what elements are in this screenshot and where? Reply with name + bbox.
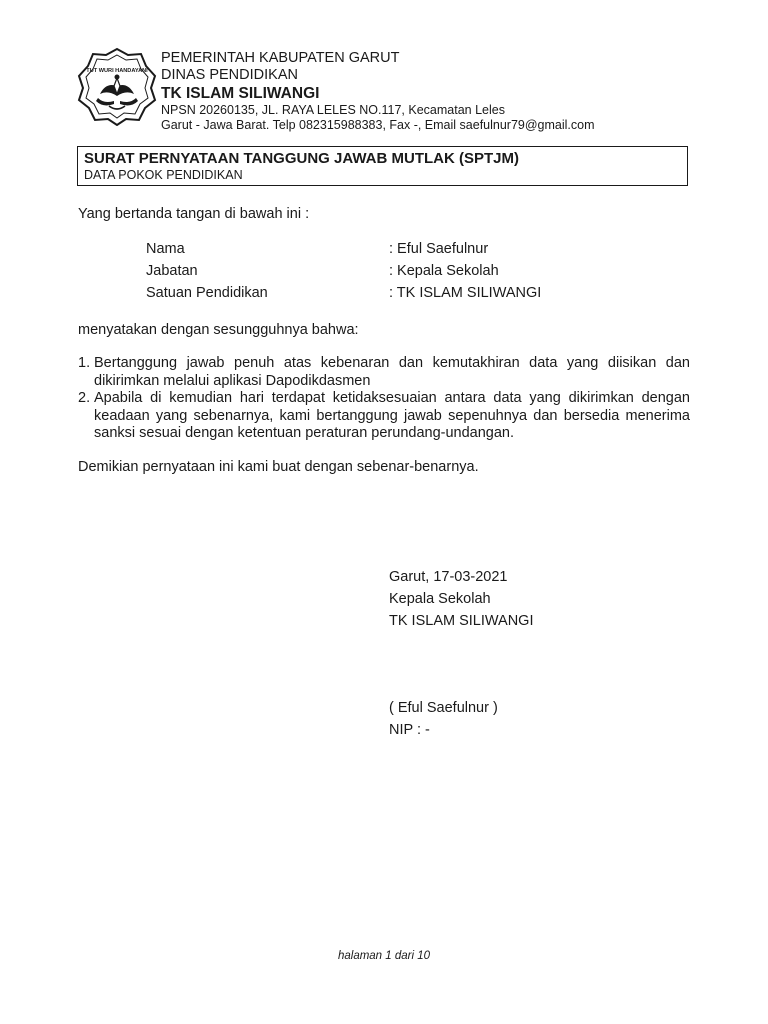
signature-school: TK ISLAM SILIWANGI [389,613,534,629]
identity-value: : Eful Saefulnur [389,241,489,257]
letterhead-school-name: TK ISLAM SILIWANGI [161,85,320,102]
identity-row-name [146,241,626,261]
statement-text: menyatakan dengan sesungguhnya bahwa: [78,322,359,338]
list-item-number: 2. [78,390,91,407]
letterhead-address-line2: Garut - Jawa Barat. Telp 082315988383, Fax -, Email saefulnur79@gmail.com [161,118,595,132]
identity-value: : Kepala Sekolah [389,263,499,279]
document-title: SURAT PERNYATAAN TANGGUNG JAWAB MUTLAK (SPTJM) [84,150,519,167]
signature-place-date: Garut, 17-03-2021 [389,569,508,585]
signature-position: Kepala Sekolah [389,591,491,607]
tut-wuri-handayani-logo [76,46,158,126]
list-item-text: Apabila di kemudian hari terdapat ketidaksesuaian antara data yang dikirimkan dengan keadaan yang sebenarnya, kami bertanggung jawab sepenuhnya dan bersedia menerima sanksi sesuai dengan ketentuan peraturan perundang-undangan. [94,390,690,442]
list-item [78,390,690,443]
identity-row-position [146,263,626,283]
signatory-nip: NIP : - [389,722,430,738]
document-subtitle: DATA POKOK PENDIDIKAN [84,168,243,182]
identity-label: Jabatan [146,263,198,279]
list-item-number: 1. [78,355,91,371]
letterhead-department: DINAS PENDIDIKAN [161,67,298,83]
list-item [78,355,690,390]
page-number: halaman 1 dari 10 [337,950,431,962]
identity-row-unit [146,285,626,305]
closing-text: Demikian pernyataan ini kami buat dengan sebenar-benarnya. [78,459,479,475]
svg-text:TUT WURI HANDAYANI: TUT WURI HANDAYANI [86,68,148,74]
identity-label: Satuan Pendidikan [146,285,268,301]
letterhead-government: PEMERINTAH KABUPATEN GARUT [161,50,400,66]
intro-text: Yang bertanda tangan di bawah ini : [78,206,310,222]
list-item-text: Bertanggung jawab penuh atas kebenaran dan kemutakhiran data yang diisikan dan dikirimkan melalui aplikasi Dapodikdasmen [94,355,690,389]
identity-label: Nama [146,241,185,257]
signatory-name: ( Eful Saefulnur ) [389,700,498,716]
document-title-box [77,146,688,186]
statement-list [78,355,690,443]
identity-value: : TK ISLAM SILIWANGI [389,285,542,301]
letterhead-address-line1: NPSN 20260135, JL. RAYA LELES NO.117, Kecamatan Leles [161,103,505,117]
